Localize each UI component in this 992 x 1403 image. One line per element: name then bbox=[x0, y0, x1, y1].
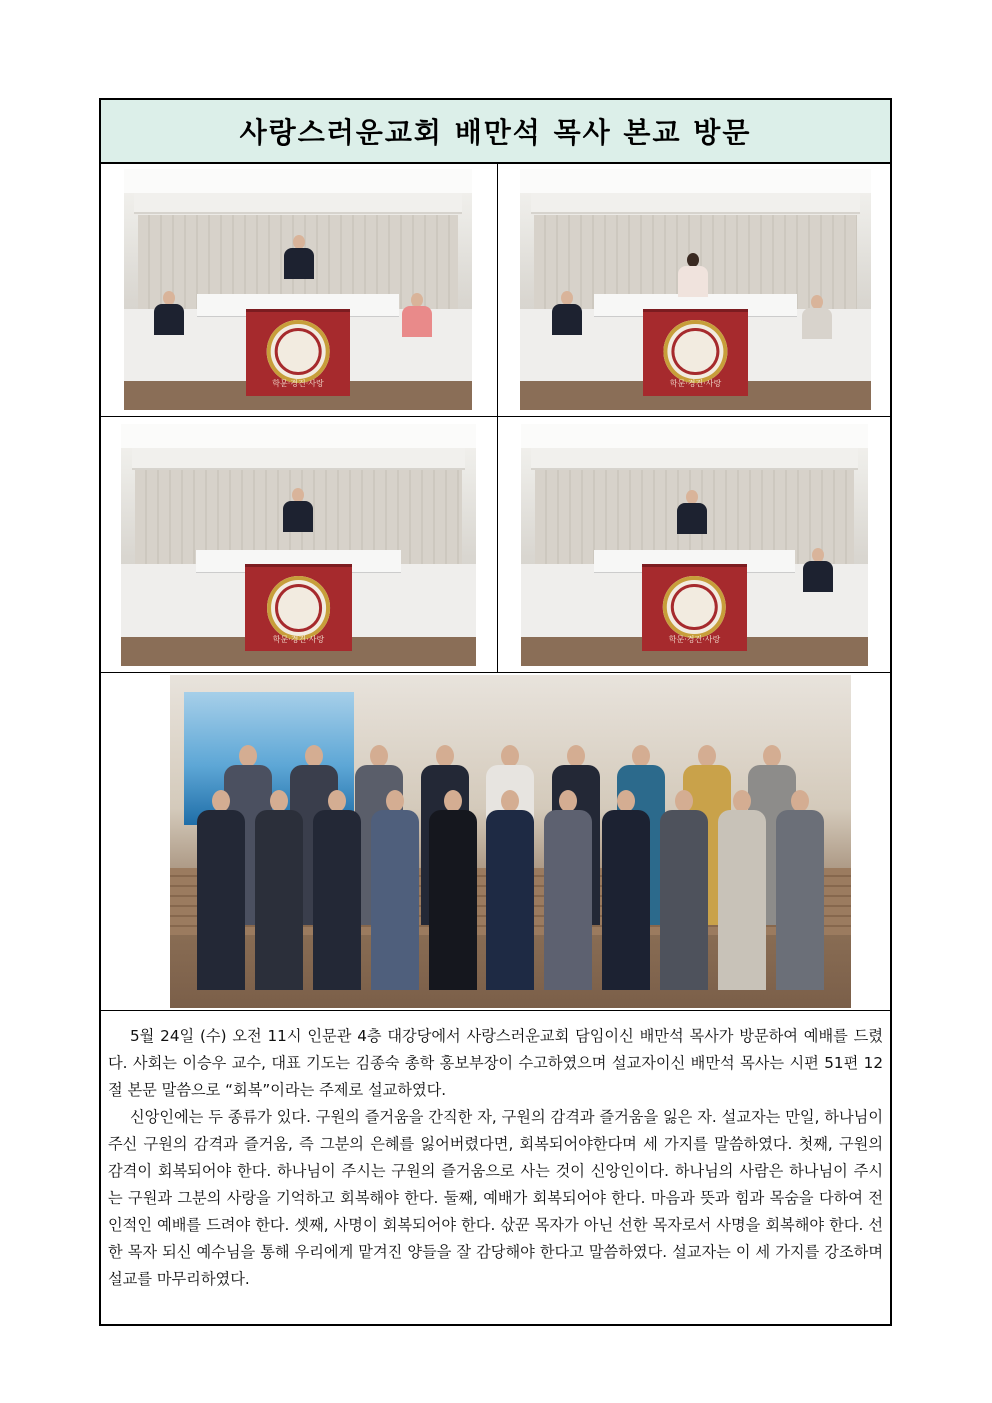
seal-banner bbox=[642, 564, 746, 651]
article-body bbox=[101, 1011, 890, 1293]
banner-motto: 학문·경건·사랑 bbox=[272, 378, 324, 388]
photo-grid-divider-horizontal bbox=[101, 672, 890, 673]
article-frame bbox=[99, 98, 892, 1326]
university-seal-icon bbox=[664, 320, 727, 383]
banner-motto: 학문·경건·사랑 bbox=[669, 378, 722, 388]
photo-group bbox=[170, 675, 851, 1008]
banner-motto: 학문·경건·사랑 bbox=[272, 634, 325, 644]
photo-sermon-3 bbox=[121, 424, 476, 666]
seal-banner bbox=[643, 309, 748, 396]
university-seal-icon bbox=[267, 320, 330, 383]
university-seal-icon bbox=[267, 576, 331, 640]
university-seal-icon bbox=[663, 576, 725, 638]
title-row bbox=[101, 100, 890, 164]
photo-grid-divider-horizontal bbox=[101, 416, 890, 417]
photo-sermon-1 bbox=[124, 169, 472, 410]
seal-banner bbox=[245, 564, 352, 651]
seal-banner bbox=[246, 309, 350, 396]
photo-sermon-2 bbox=[520, 169, 871, 410]
page-title: 사랑스러운교회 배만석 목사 본교 방문 bbox=[239, 116, 752, 149]
article-paragraph: 5월 24일 (수) 오전 11시 인문관 4층 대강당에서 사랑스러운교회 담임이신 배만석 목사가 방문하여 예배를 드렸다. 사회는 이승우 교수, 대표 기도는 김종숙 총학 홍보부장이 수고하였으며 설교자이신 배만석 목사는 시편 51편 12절 본문 말씀으로 “회복”이라는 주제로 설교하였다. bbox=[108, 1027, 883, 1099]
article-paragraph: 신앙인에는 두 종류가 있다. 구원의 즐거움을 간직한 자, 구원의 감격과 즐거움을 잃은 자. 설교자는 만일, 하나님이 주신 구원의 감격과 즐거움, 즉 그분의 은혜를 잃어버렸다면, 회복되어야한다며 세 가지를 말씀하였다. 첫째, 구원의 감격이 회복되어야 한다. 하나님이 주시는 구원의 즐거움으로 사는 것이 신앙인이다. 하나님의 사람은 하나님이 주시는 구원과 그분의 사랑을 기억하고 회복해야 한다. 둘째, 예배가 회복되어야 한다. 마음과 뜻과 힘과 목숨을 다하여 전인적인 예배를 드려야 한다. 셋째, 사명이 회복되어야 한다. 삯꾼 목자가 아닌 선한 목자로서 사명을 회복해야 한다. 선한 목자 되신 예수님을 통해 우리에게 맡겨진 양들을 잘 감당해야 한다고 말씀하였다. 설교자는 이 세 가지를 강조하며 설교를 마무리하였다. bbox=[108, 1108, 883, 1288]
photo-sermon-4 bbox=[521, 424, 868, 666]
photo-grid-divider-vertical bbox=[497, 162, 498, 672]
banner-motto: 학문·경건·사랑 bbox=[668, 634, 721, 644]
